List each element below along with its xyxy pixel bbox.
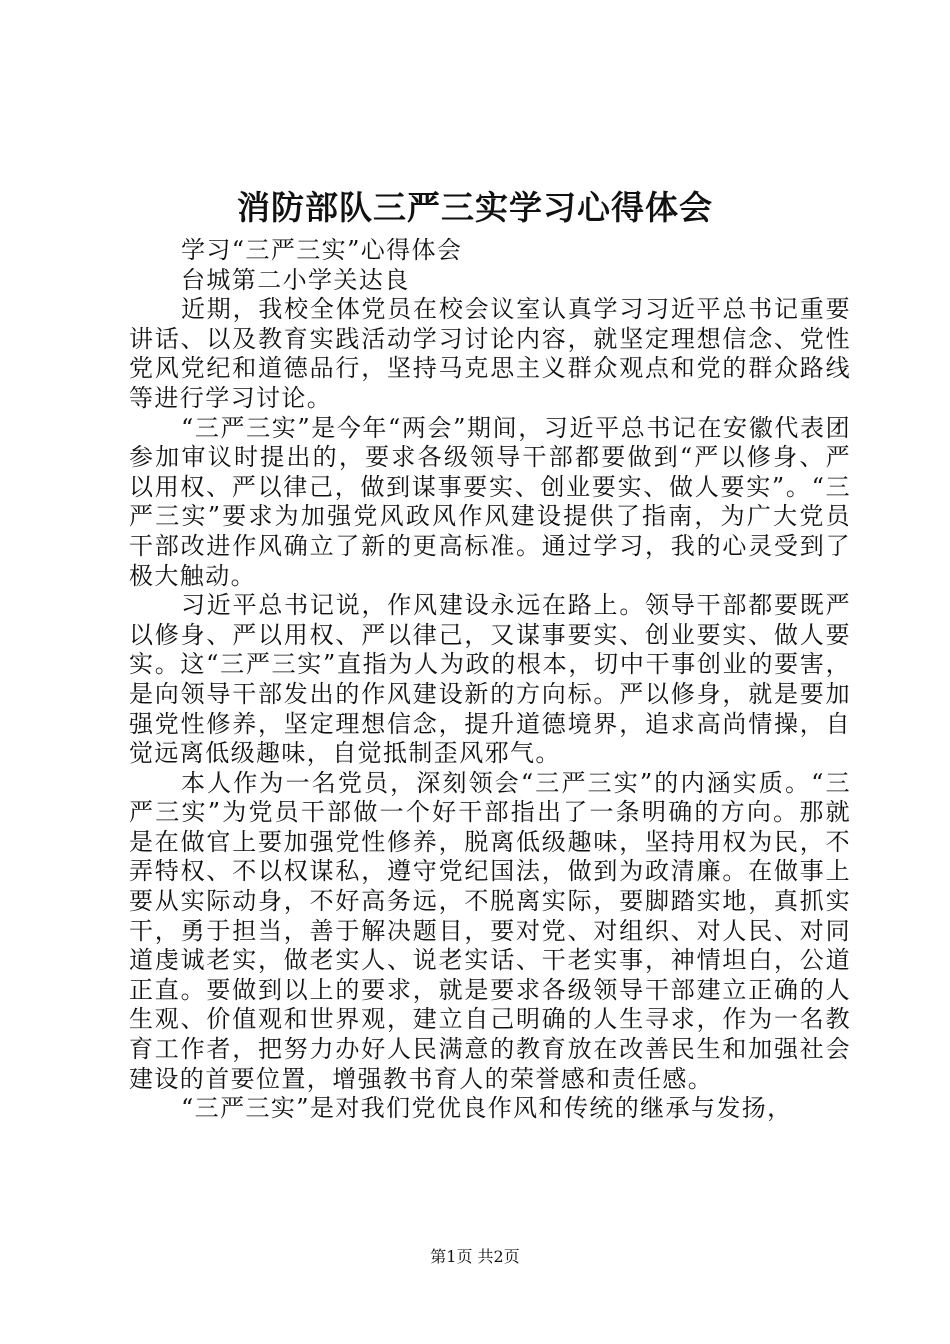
document-title: 消防部队三严三实学习心得体会	[237, 188, 713, 227]
document-body	[129, 236, 851, 1124]
paragraph: 本人作为一名党员，深刻领会“三严三实”的内涵实质。“三严三实”为党员干部做一个好干部指出了一条明确的方向。那就是在做官上要加强党性修养，脱离低级趣味，坚持用权为民，不弄特权、不以权谋私，遵守党纪国法，做到为政清廉。在做事上要从实际动身，不好高务远，不脱离实际，要脚踏实地，真抓实干，勇于担当，善于解决题目，要对党、对组织、对人民、对同道虔诚老实，做老实人、说老实话、干老实事，神情坦白，公道正直。要做到以上的要求，就是要求各级领导干部建立正确的人生观、价值观和世界观，建立自己明确的人生寻求，作为一名教育工作者，把努力办好人民满意的教育放在改善民生和加强社会建设的首要位置，增强教书育人的荣誉感和责任感。	[129, 768, 851, 1093]
paragraph: “三严三实”是对我们党优良作风和传统的继承与发扬，	[181, 1094, 793, 1123]
paragraph: “三严三实”是今年“两会”期间，习近平总书记在安徽代表团参加审议时提出的，要求各级领导干部都要做到“严以修身、严以用权、严以律己，做到谋事要实、创业要实、做人要实”。“三严三实”要求为加强党风政风作风建设提供了指南，为广大党员干部改进作风确立了新的更高标准。通过学习，我的心灵受到了极大触动。	[129, 413, 851, 590]
paragraph: 近期，我校全体党员在校会议室认真学习习近平总书记重要讲话、以及教育实践活动学习讨论内容，就坚定理想信念、党性党风党纪和道德品行，坚持马克思主义群众观点和党的群众路线等进行学习讨论。	[129, 295, 851, 412]
page-number-footer: 第1页 共2页	[430, 1247, 520, 1266]
paragraph-author: 台城第二小学关达良	[181, 265, 410, 294]
paragraph-subtitle: 学习“三严三实”心得体会	[181, 236, 463, 264]
paragraph: 习近平总书记说，作风建设永远在路上。领导干部都要既严以修身、严以用权、严以律己，又谋事要实、创业要实、做人要实。这“三严三实”直指为人为政的根本，切中干事创业的要害，是向领导干部发出的作风建设新的方向标。严以修身，就是要加强党性修养，坚定理想信念，提升道德境界，追求高尚情操，自觉远离低级趣味，自觉抵制歪风邪气。	[129, 591, 851, 768]
